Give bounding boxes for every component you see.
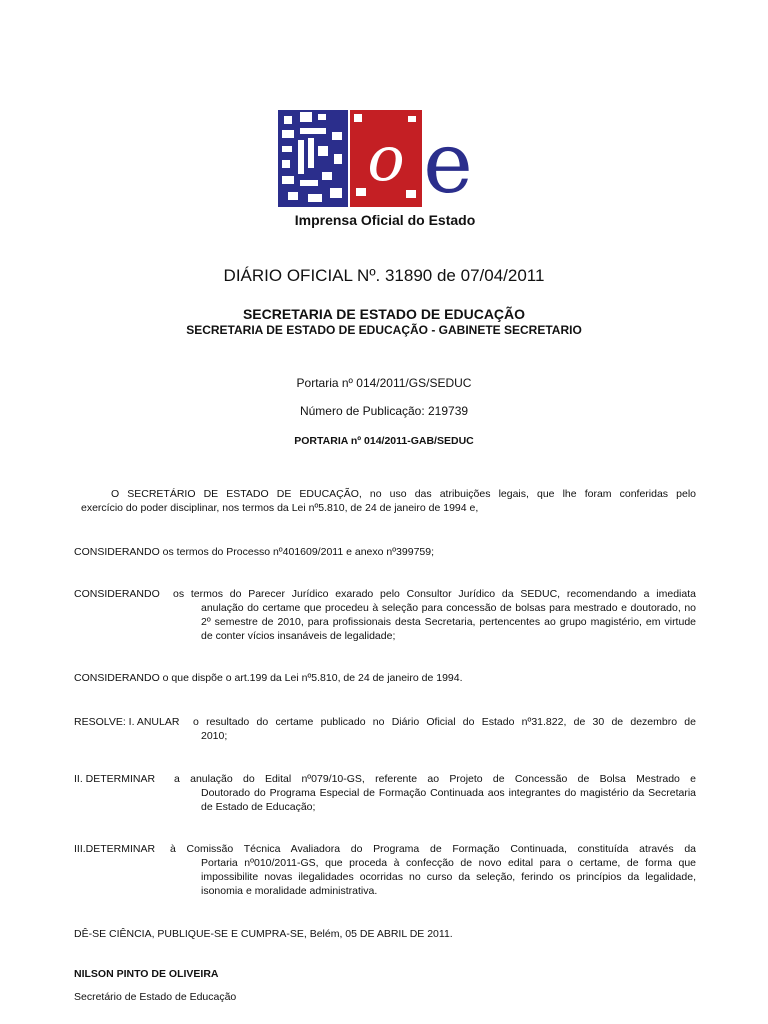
portaria-reference: Portaria nº 014/2011/GS/SEDUC xyxy=(296,376,472,390)
publication-number: Número de Publicação: 219739 xyxy=(299,404,469,418)
logo-caption: Imprensa Oficial do Estado xyxy=(294,212,476,228)
item-ii-label: II. DETERMINAR xyxy=(74,773,156,785)
considerando-parecer-text: anulação do certame que procedeu à seleção para concessão de bolsas para mestrado e doutorado, no 2º semestre de 2010, para profissionais desta Secretaria, pertencentes ao grupo magistério, em virtude de conter vícios insanáveis de legalidade; xyxy=(201,602,696,642)
considerando-process: CONSIDERANDO os termos do Processo nº401609/2011 e anexo nº399759; xyxy=(74,546,435,558)
considerando-label: CONSIDERANDO xyxy=(74,588,160,600)
resolve-text: 2010; xyxy=(201,730,228,742)
resolve-line-1: o resultado do certame publicado no Diário Oficial do Estado nº31.822, de 30 de dezembro de xyxy=(193,716,696,728)
svg-text:e: e xyxy=(423,114,473,212)
item-iii-label: III.DETERMINAR xyxy=(74,843,156,855)
considerando-art-199: CONSIDERANDO o que dispõe o art.199 da Lei nº5.810, de 24 de janeiro de 1994. xyxy=(74,672,463,684)
intro-line-2: exercício do poder disciplinar, nos termos da Lei nº5.810, de 24 de janeiro de 1994 e, xyxy=(81,502,479,514)
intro-line-1: O SECRETÁRIO DE ESTADO DE EDUCAÇÃO, no uso das atribuições legais, que lhe foram conferidas pelo xyxy=(111,488,696,500)
secretaria-heading: SECRETARIA DE ESTADO DE EDUCAÇÃO xyxy=(242,306,526,322)
closing-statement: DÊ-SE CIÊNCIA, PUBLIQUE-SE E CUMPRA-SE, Belém, 05 DE ABRIL DE 2011. xyxy=(74,928,453,940)
item-ii-line-1: a anulação do Edital nº079/10-GS, referente ao Projeto de Concessão de Bolsa Mestrado e xyxy=(174,773,696,785)
signatory-name: NILSON PINTO DE OLIVEIRA xyxy=(74,968,219,980)
svg-text:o: o xyxy=(367,122,405,195)
considerando-parecer-line-1: os termos do Parecer Jurídico exarado pelo Consultor Jurídico da SEDUC, recomendando a imediata xyxy=(173,588,696,600)
signatory-role: Secretário de Estado de Educação xyxy=(74,991,237,1003)
portaria-title: PORTARIA nº 014/2011-GAB/SEDUC xyxy=(294,435,474,447)
item-ii-text: Doutorado do Programa Especial de Formação Continuada aos integrantes do magistério da Secretaria de Estado de Educação; xyxy=(201,787,696,813)
item-iii-line-1: à Comissão Técnica Avaliadora do Programa de Formação Continuada, constituída através da xyxy=(170,843,696,855)
page-title: DIÁRIO OFICIAL Nº. 31890 de 07/04/2011 xyxy=(223,266,545,285)
gabinete-heading: SECRETARIA DE ESTADO DE EDUCAÇÃO - GABINETE SECRETARIO xyxy=(186,323,582,337)
resolve-label: RESOLVE: I. ANULAR xyxy=(74,716,180,728)
item-iii-text: Portaria nº010/2011-GS, que proceda à confecção de novo edital para o certame, de forma que impossibilite novas ilegalidades ocorridas no curso da seleção, ferindo os princípios da legalidade, isonomia e moralidade administrativa. xyxy=(201,857,696,897)
